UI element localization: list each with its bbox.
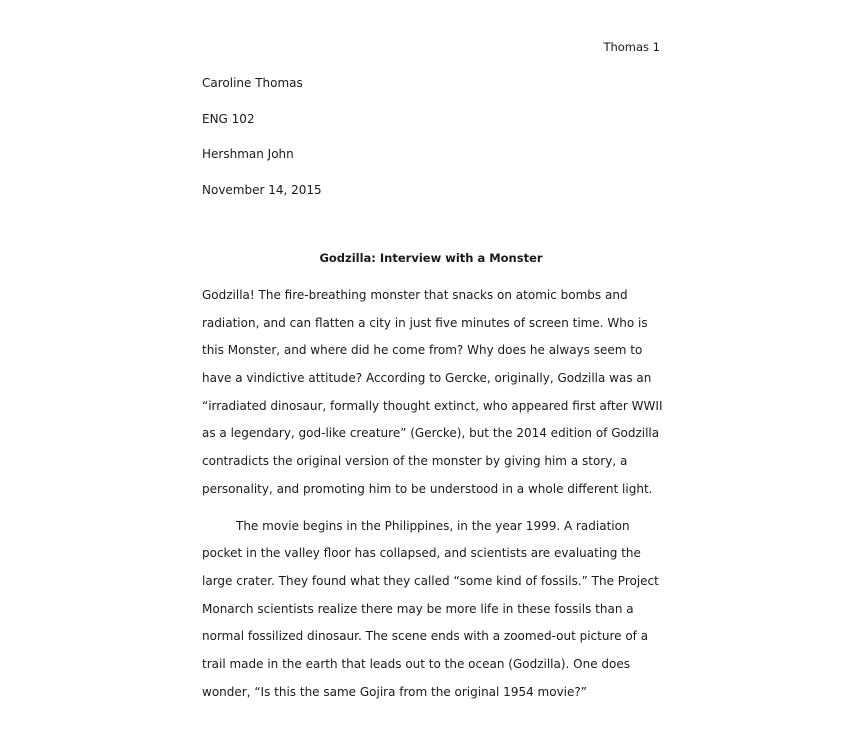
body-line: “irradiated dinosaur, formally thought extinct, who appeared first after WWII (202, 398, 663, 413)
body-line: as a legendary, god-like creature” (Gercke), but the 2014 edition of Godzilla (202, 426, 660, 441)
author-name: Caroline Thomas (202, 76, 303, 90)
essay-title: Godzilla: Interview with a Monster (319, 251, 543, 265)
paragraph-gap (202, 509, 672, 518)
instructor-name: Hershman John (202, 147, 294, 161)
body-line: Monarch scientists realize there may be more life in these fossils than a (202, 601, 634, 616)
body-line: this Monster, and where did he come from? Why does he always seem to (202, 343, 643, 358)
body-line: radiation, and can flatten a city in just five minutes of screen time. Who is (202, 315, 648, 330)
running-head: Thomas 1 (603, 40, 660, 54)
mla-heading (202, 75, 322, 217)
body-line: trail made in the earth that leads out to the ocean (Godzilla). One does (202, 656, 631, 671)
essay-body (202, 287, 672, 711)
document-date: November 14, 2015 (202, 182, 322, 197)
body-line: have a vindictive attitude? According to Gercke, originally, Godzilla was an (202, 371, 652, 386)
body-line: The movie begins in the Philippines, in the year 1999. A radiation (236, 518, 630, 533)
course-name: ENG 102 (202, 111, 255, 126)
body-line: personality, and promoting him to be understood in a whole different light. (202, 481, 653, 496)
body-line: pocket in the valley floor has collapsed, and scientists are evaluating the (202, 546, 641, 561)
body-line: wonder, “Is this the same Gojira from the original 1954 movie?” (202, 684, 587, 699)
body-line: normal fossilized dinosaur. The scene ends with a zoomed-out picture of a (202, 629, 649, 644)
body-line: large crater. They found what they called “some kind of fossils.” The Project (202, 573, 659, 588)
body-line: contradicts the original version of the monster by giving him a story, a (202, 454, 628, 469)
body-line: Godzilla! The fire-breathing monster that snacks on atomic bombs and (202, 288, 628, 302)
